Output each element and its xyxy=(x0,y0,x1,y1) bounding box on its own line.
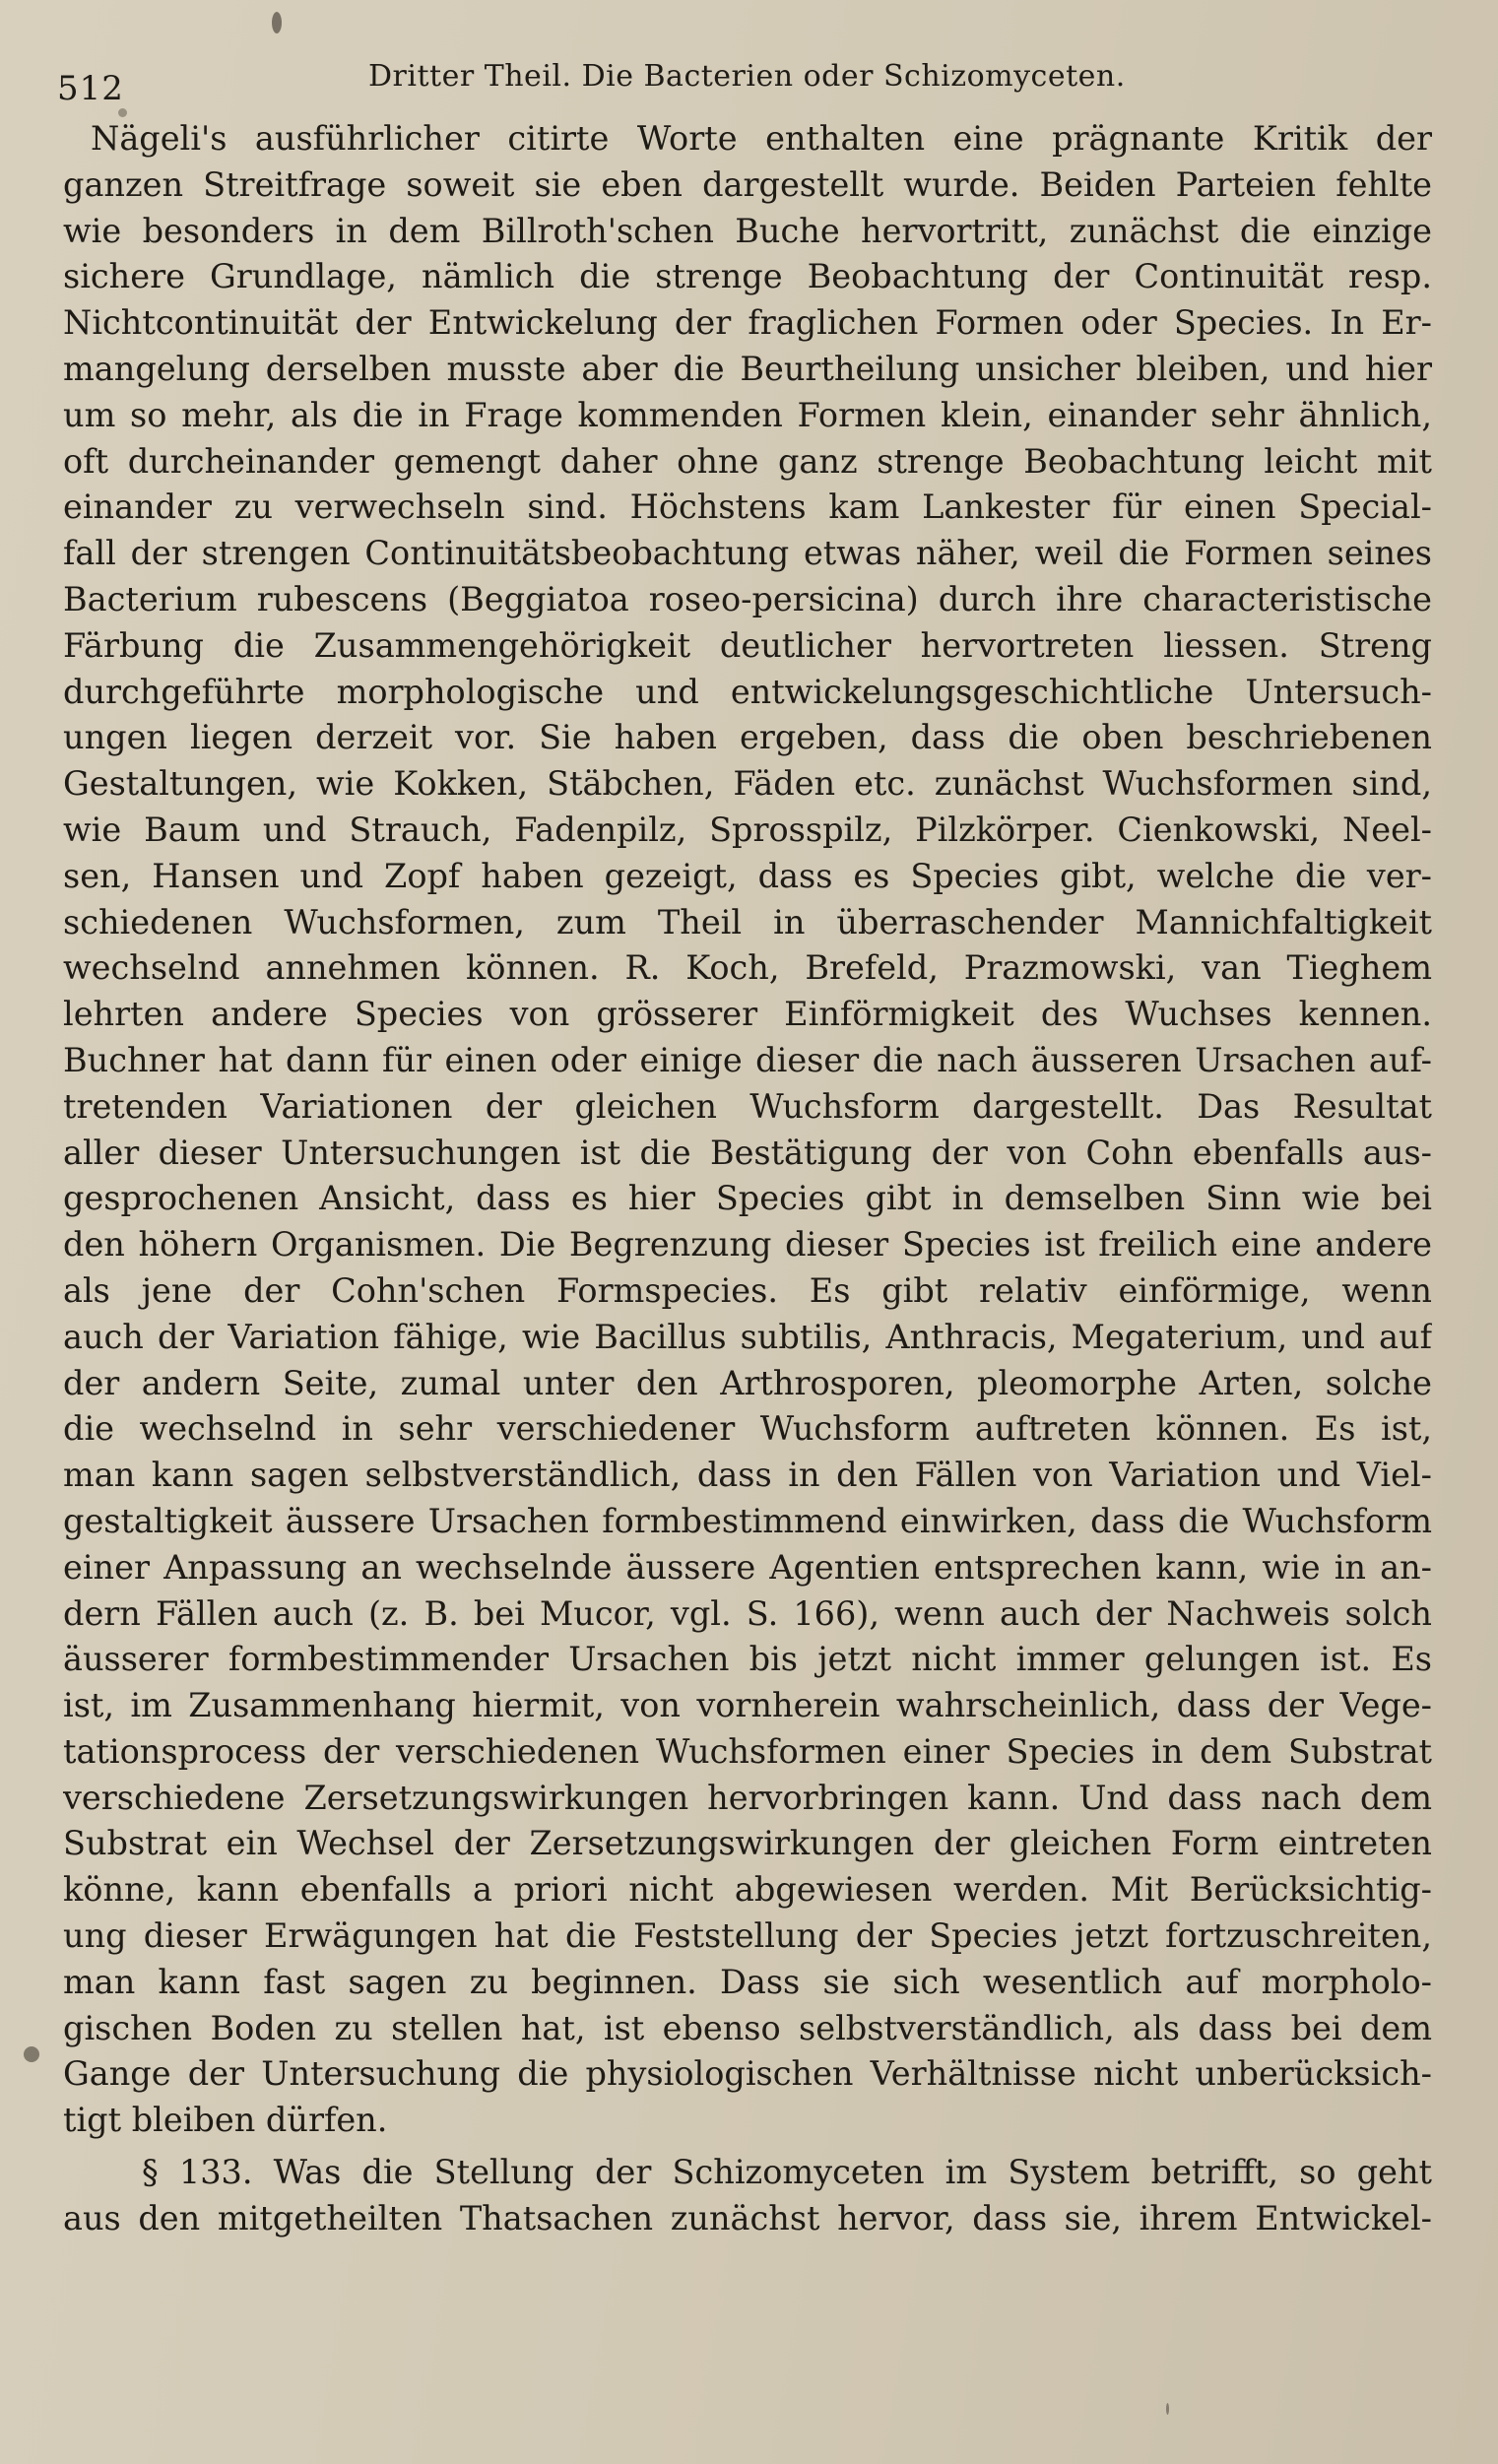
text-line: einer Anpassung an wechselnde äussere Agentien entsprechen kann, wie in an- xyxy=(63,1547,1432,1587)
text-line: lehrten andere Species von grösserer Einförmigkeit des Wuchses kennen. xyxy=(63,995,1432,1034)
text-line: ist, im Zusammenhang hiermit, von vornherein wahrscheinlich, dass der Vege- xyxy=(63,1686,1432,1725)
text-line: um so mehr, als die in Frage kommenden Formen klein, einander sehr ähnlich, xyxy=(63,395,1432,434)
text-line: tationsprocess der verschiedenen Wuchsformen einer Species in dem Substrat xyxy=(63,1731,1432,1771)
body-text xyxy=(63,116,1432,2242)
text-line: oft durcheinander gemengt daher ohne ganz strenge Beobachtung leicht mit xyxy=(63,441,1432,481)
text-line: sen, Hansen und Zopf haben gezeigt, dass es Species gibt, welche die ver- xyxy=(63,856,1432,895)
text-line: sichere Grundlage, nämlich die strenge Beobachtung der Continuität resp. xyxy=(63,257,1432,296)
text-line: der andern Seite, zumal unter den Arthrosporen, pleomorphe Arten, solche xyxy=(63,1363,1432,1402)
text-line: Nägeli's ausführlicher citirte Worte enthalten eine prägnante Kritik der xyxy=(91,119,1432,158)
text-line: durchgeführte morphologische und entwickelungsgeschichtliche Untersuch- xyxy=(63,672,1432,711)
text-line: ganzen Streitfrage soweit sie eben dargestellt wurde. Beiden Parteien fehlte xyxy=(63,164,1432,204)
text-line: könne, kann ebenfalls a priori nicht abgewiesen werden. Mit Berücksichtig- xyxy=(63,1870,1432,1910)
ink-spot xyxy=(1166,2403,1169,2415)
text-line: gestaltigkeit äussere Ursachen formbestimmend einwirken, dass die Wuchsform xyxy=(63,1501,1432,1540)
text-line: Färbung die Zusammengehörigkeit deutlicher hervortreten liessen. Streng xyxy=(63,625,1432,665)
text-line: wie besonders in dem Billroth'schen Buche hervortritt, zunächst die einzige xyxy=(63,211,1432,250)
text-line: Gestaltungen, wie Kokken, Stäbchen, Fäden etc. zunächst Wuchsformen sind, xyxy=(63,764,1432,804)
text-line: Substrat ein Wechsel der Zersetzungswirkungen der gleichen Form eintreten xyxy=(63,1824,1432,1863)
text-line: mangelung derselben musste aber die Beurtheilung unsicher bleiben, und hier xyxy=(63,349,1432,388)
text-line: Bacterium rubescens (Beggiatoa roseo-persicina) durch ihre characteristische xyxy=(63,579,1432,618)
text-line: § 133. Was die Stellung der Schizomyceten im System betrifft, so geht xyxy=(142,2153,1432,2192)
text-line: tigt bleiben dürfen. xyxy=(63,2101,388,2140)
text-line: auch der Variation fähige, wie Bacillus subtilis, Anthracis, Megaterium, und auf xyxy=(63,1317,1432,1356)
ink-spot xyxy=(272,12,282,33)
text-line: gischen Boden zu stellen hat, ist ebenso selbstverständlich, als dass bei dem xyxy=(63,2008,1432,2047)
text-line: Nichtcontinuität der Entwickelung der fraglichen Formen oder Species. In Er- xyxy=(63,303,1432,343)
ink-spot xyxy=(24,2046,39,2062)
page-number: 512 xyxy=(57,69,124,108)
text-line: man kann sagen selbstverständlich, dass in den Fällen von Variation und Viel- xyxy=(63,1456,1432,1495)
text-line: man kann fast sagen zu beginnen. Dass sie sich wesentlich auf morpholo- xyxy=(63,1962,1432,2001)
text-line: dern Fällen auch (z. B. bei Mucor, vgl. S. 166), wenn auch der Nachweis solch xyxy=(63,1593,1432,1633)
text-line: Buchner hat dann für einen oder einige dieser die nach äusseren Ursachen auf- xyxy=(63,1040,1432,1079)
text-line: fall der strengen Continuitätsbeobachtung etwas näher, weil die Formen seines xyxy=(63,534,1432,573)
text-line: äusserer formbestimmender Ursachen bis jetzt nicht immer gelungen ist. Es xyxy=(63,1640,1432,1679)
text-line: die wechselnd in sehr verschiedener Wuchsform auftreten können. Es ist, xyxy=(63,1409,1432,1449)
text-line: ung dieser Erwägungen hat die Feststellung der Species jetzt fortzuschreiten, xyxy=(63,1916,1432,1956)
text-line: verschiedene Zersetzungswirkungen hervorbringen kann. Und dass nach dem xyxy=(63,1778,1432,1817)
text-line: als jene der Cohn'schen Formspecies. Es gibt relativ einförmige, wenn xyxy=(63,1270,1432,1310)
text-line: Gange der Untersuchung die physiologischen Verhältnisse nicht unberücksich- xyxy=(63,2054,1432,2094)
text-line: einander zu verwechseln sind. Höchstens kam Lankester für einen Special- xyxy=(63,487,1432,527)
text-line: schiedenen Wuchsformen, zum Theil in überraschender Mannichfaltigkeit xyxy=(63,902,1432,941)
text-line: wechselnd annehmen können. R. Koch, Brefeld, Prazmowski, van Tieghem xyxy=(63,948,1432,988)
text-line: den höhern Organismen. Die Begrenzung dieser Species ist freilich eine andere xyxy=(63,1225,1432,1264)
paragraph xyxy=(63,116,1432,2144)
text-line: aus den mitgetheilten Thatsachen zunächst hervor, dass sie, ihrem Entwickel- xyxy=(63,2198,1432,2237)
text-line: tretenden Variationen der gleichen Wuchsform dargestellt. Das Resultat xyxy=(63,1086,1432,1126)
running-title: Dritter Theil. Die Bacterien oder Schizomyceten. xyxy=(368,59,1126,94)
text-line: gesprochenen Ansicht, dass es hier Species gibt in demselben Sinn wie bei xyxy=(63,1179,1432,1218)
ink-spot xyxy=(118,108,127,117)
paragraph xyxy=(63,2150,1432,2242)
page-header xyxy=(57,49,1426,108)
text-line: wie Baum und Strauch, Fadenpilz, Sprosspilz, Pilzkörper. Cienkowski, Neel- xyxy=(63,810,1432,849)
text-line: ungen liegen derzeit vor. Sie haben ergeben, dass die oben beschriebenen xyxy=(63,718,1432,757)
text-line: aller dieser Untersuchungen ist die Bestätigung der von Cohn ebenfalls aus- xyxy=(63,1133,1432,1172)
